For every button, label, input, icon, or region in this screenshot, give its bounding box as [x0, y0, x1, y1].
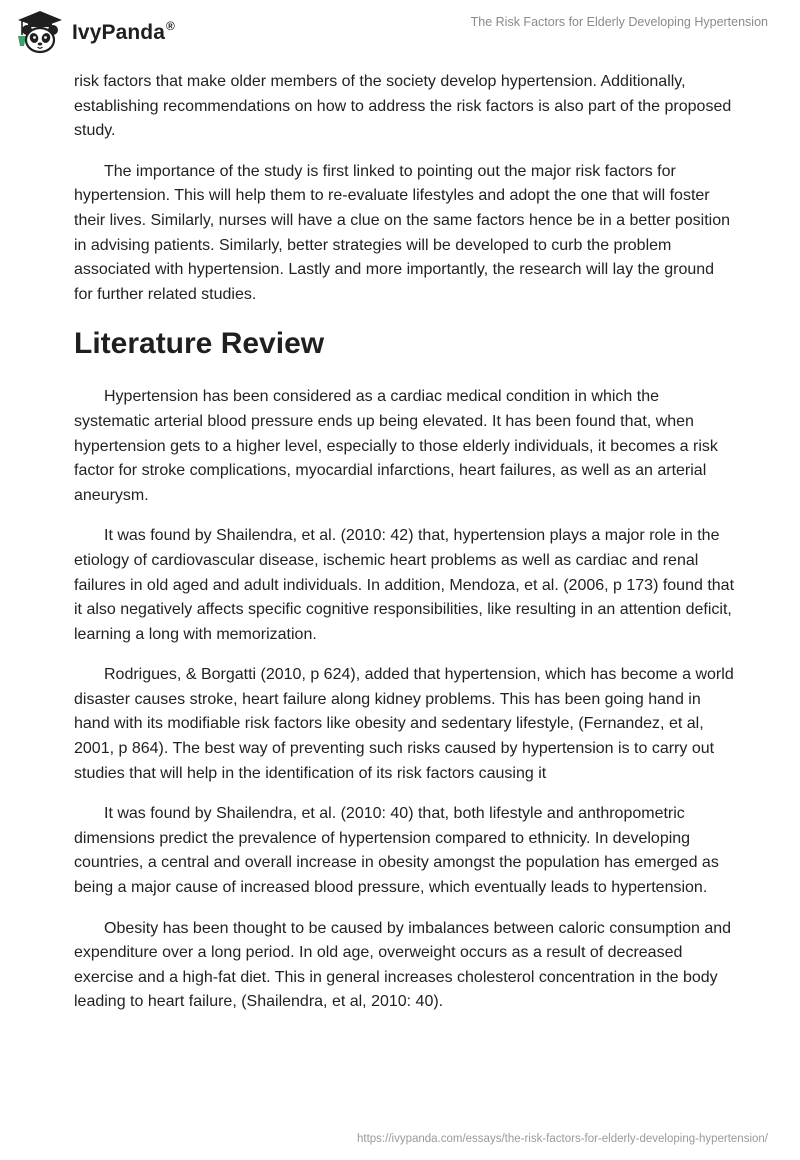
paragraph-review-1: Hypertension has been considered as a cardiac medical condition in which the systematic arterial blood pressure ends up being elevated. It has been found that, when hypertension gets to a higher level, especially to those elderly individuals, it becomes a risk factor for stroke complications, myocardial infarctions, heart failures, as well as an arterial aneurysm.: [74, 388, 718, 504]
paragraph-review-2: It was found by Shailendra, et al. (2010: 42) that, hypertension plays a major role in the etiology of cardiovascular disease, ischemic heart problems as well as cardiac and renal failures in old aged and adult individuals. In addition, Mendoza, et al. (2006, p 173) found that it also negatively affects specific cognitive responsibilities, like resulting in an attention deficit, learning a long with memorization.: [74, 527, 735, 643]
document-title: The Risk Factors for Elderly Developing Hypertension: [470, 15, 768, 29]
paragraph-review-3: Rodrigues, & Borgatti (2010, p 624), added that hypertension, which has become a world disaster causes stroke, heart failure along kidney problems. This has been going hand in hand with its modifiable risk factors like obesity and sedentary lifestyle, (Fernandez, et al, 2001, p 864). The best way of preventing such risks caused by hypertension is to carry out studies that will help in the identification of its risk factors causing it: [74, 666, 734, 782]
paragraph-review-5: Obesity has been thought to be caused by imbalances between caloric consumption and expenditure over a long period. In old age, overweight occurs as a result of decreased exercise and a high-fat diet. This in general increases cholesterol concentration in the body leading to heart failure, (Shailendra, et al, 2010: 40).: [74, 919, 732, 1011]
logo-wordmark: [72, 19, 175, 45]
source-url[interactable]: https://ivypanda.com/essays/the-risk-factors-for-elderly-developing-hypertension/: [357, 1133, 768, 1145]
paragraph-importance: The importance of the study is first linked to pointing out the major risk factors for hypertension. This will help them to re-evaluate lifestyles and adopt the one that will foster their lives. Similarly, nurses will have a clue on the same factors hence be in a better position in advising patients. Similarly, better strategies will be developed to curb the problem associated with hypertension. Lastly and more importantly, the research will lay the ground for further related studies.: [74, 162, 731, 303]
page-header: [0, 0, 800, 60]
logo-text: IvyPanda: [72, 21, 166, 44]
ivypanda-logo[interactable]: [14, 8, 175, 56]
section-heading-literature-review: Literature Review: [74, 327, 325, 361]
paragraph-review-4: It was found by Shailendra, et al. (2010: 40) that, both lifestyle and anthropometric dimensions predict the prevalence of hypertension compared to ethnicity. In developing countries, a central and overall increase in obesity amongst the population has emerged as being a major cause of increased blood pressure, which eventually leads to hypertension.: [74, 805, 719, 897]
paragraph-intro-continued: risk factors that make older members of the society develop hypertension. Additionally, establishing recommendations on how to address the risk factors is also part of the proposed study.: [74, 73, 732, 140]
registered-mark: ®: [166, 19, 175, 33]
essay-body: [74, 70, 734, 1031]
panda-graduation-cap-icon: [14, 8, 66, 56]
